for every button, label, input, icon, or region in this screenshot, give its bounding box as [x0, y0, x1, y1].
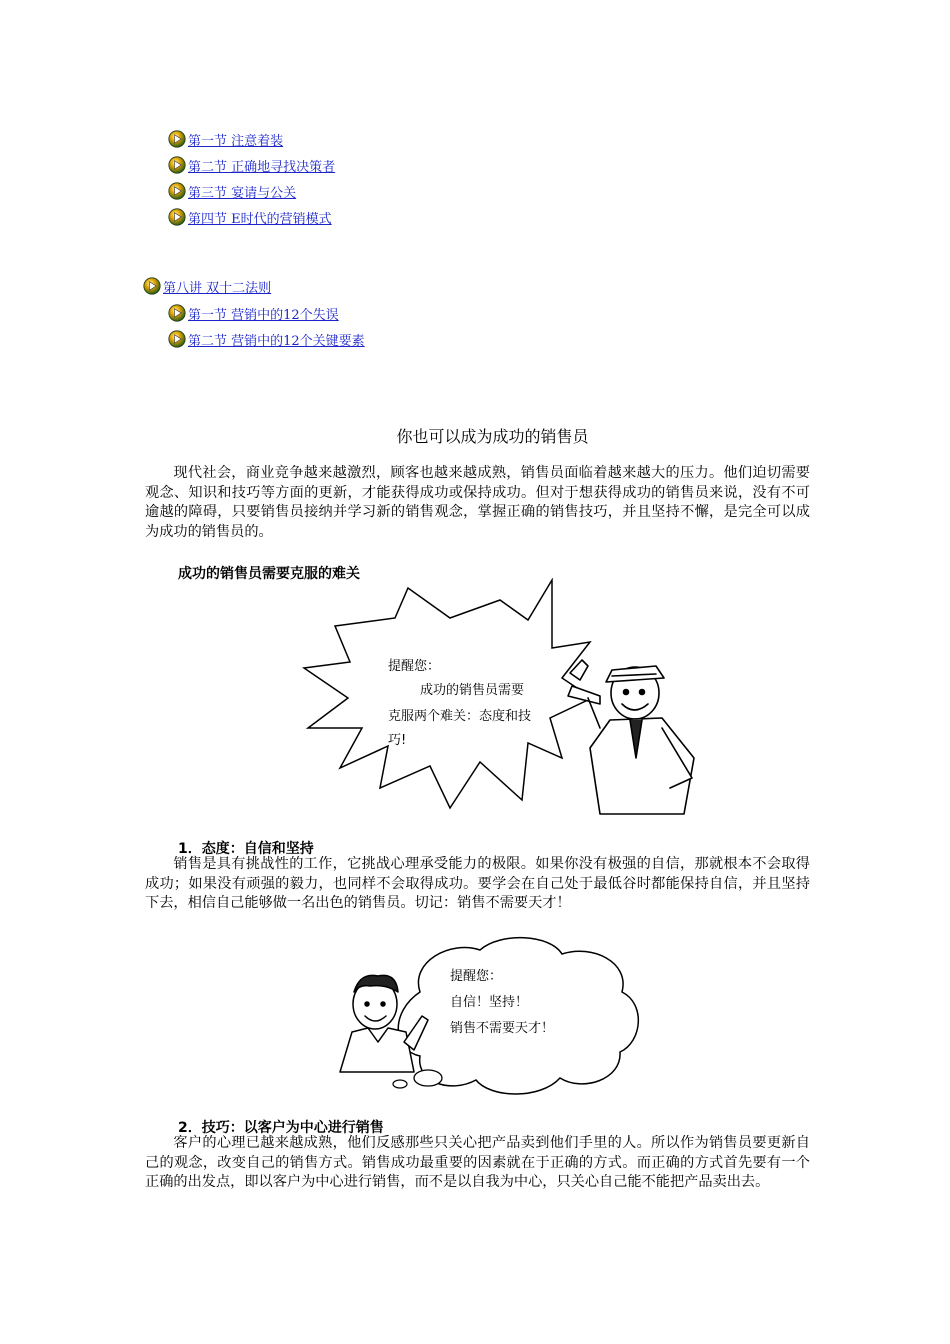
toc-link[interactable]: 第四节 E时代的营销模式	[188, 211, 332, 227]
toc-item-5[interactable]	[168, 302, 339, 324]
play-icon	[168, 330, 186, 348]
reminder-illustration-1	[300, 578, 700, 816]
play-icon	[168, 156, 186, 174]
section1-paragraph: 销售是具有挑战性的工作，它挑战心理承受能力的极限。如果你没有极强的自信，那就根本不会取得成功；如果没有顽强的毅力，也同样不会取得成功。要学会在自己处于最低谷时都能保持自信，并且坚持下去，相信自己能够做一名出色的销售员。切记：销售不需要天才！	[145, 856, 810, 912]
intro-paragraph: 现代社会，商业竞争越来越激烈，顾客也越来越成熟，销售员面临着越来越大的压力。他们迫切需要观念、知识和技巧等方面的更新，才能获得成功或保持成功。但对于想获得成功的销售员来说，没有不可逾越的障碍，只要销售员接纳并学习新的销售观念，掌握正确的销售技巧，并且坚持不懈，是完全可以成为成功的销售员的。	[145, 465, 810, 540]
cheering-man-icon	[568, 660, 694, 814]
bubble2-line1: 提醒您：	[450, 969, 503, 984]
play-icon	[168, 182, 186, 200]
toc-link[interactable]: 第二节 营销中的12个关键要素	[188, 333, 365, 349]
section2-paragraph: 客户的心理已越来越成熟，他们反感那些只关心把产品卖到他们手里的人。所以作为销售员要更新自己的观念，改变自己的销售方式。销售成功最重要的因素就在于正确的方式。而正确的方式首先要有一个正确的出发点，即以客户为中心进行销售，而不是以自我为中心，只关心自己能不能把产品卖出去。	[145, 1135, 810, 1191]
toc-item-1[interactable]	[168, 128, 283, 150]
toc-item-6[interactable]	[168, 328, 365, 350]
section1-heading: 1．态度：自信和坚持	[178, 841, 314, 857]
play-icon	[168, 208, 186, 226]
toc-item-3[interactable]	[168, 180, 296, 202]
play-icon	[143, 277, 161, 295]
bubble2-line3: 销售不需要天才！	[450, 1021, 555, 1036]
toc-item-4[interactable]	[168, 206, 332, 228]
reminder-illustration-2	[330, 932, 650, 1102]
toc-link[interactable]: 第三节 宴请与公关	[188, 185, 297, 201]
toc-link[interactable]: 第二节 正确地寻找决策者	[188, 159, 336, 175]
toc-link[interactable]: 第一节 营销中的12个失误	[188, 307, 339, 323]
toc-lecture-8[interactable]	[143, 275, 271, 297]
toc-item-2[interactable]	[168, 154, 335, 176]
bubble1-line3: 克服两个难关：态度和技	[388, 709, 532, 724]
toc-link[interactable]: 第八讲 双十二法则	[163, 280, 272, 296]
play-icon	[168, 304, 186, 322]
obstacles-heading: 成功的销售员需要克服的难关	[178, 566, 360, 582]
section2-heading: 2．技巧：以客户为中心进行销售	[178, 1120, 384, 1136]
toc-link[interactable]: 第一节 注意着装	[188, 133, 284, 149]
bubble1-line4: 巧!	[388, 733, 407, 748]
bubble1-line1: 提醒您：	[388, 659, 441, 674]
bubble1-line2: 成功的销售员需要	[420, 683, 525, 698]
play-icon	[168, 130, 186, 148]
article-title: 你也可以成为成功的销售员	[396, 427, 589, 446]
bubble2-line2: 自信！坚持！	[450, 995, 529, 1010]
